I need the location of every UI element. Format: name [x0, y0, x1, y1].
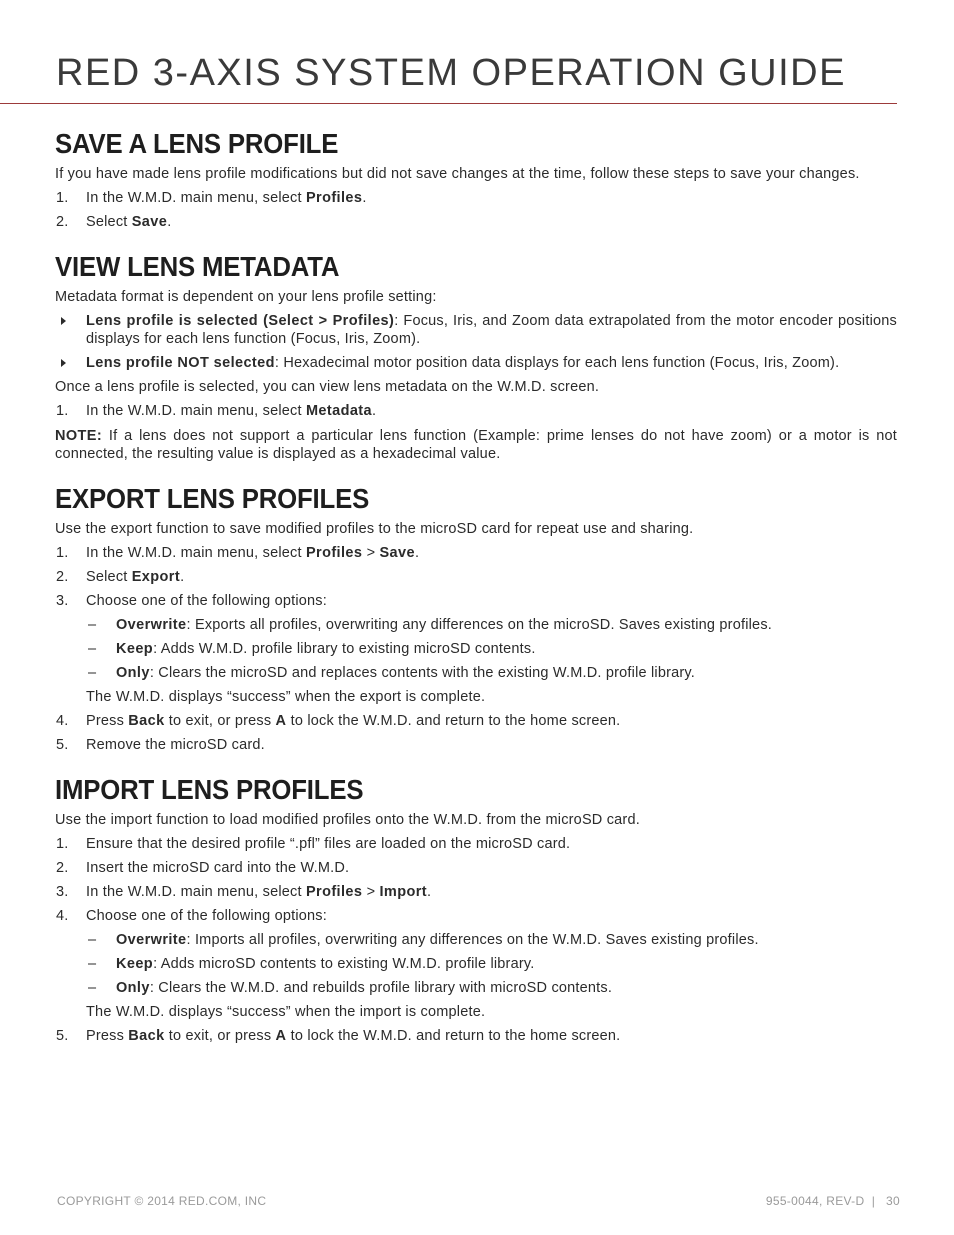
step-item: 5. Remove the microSD card. [56, 737, 265, 753]
step-item: 3. Choose one of the following options: [56, 593, 327, 609]
steps-list [55, 712, 897, 754]
section-intro: Use the export function to save modified profiles to the microSD card for repeat use and sharing. [55, 521, 694, 537]
footer-separator: | [871, 1194, 876, 1208]
section-intro: If you have made lens profile modifications but did not save changes at the time, follow these steps to save your changes. [55, 166, 860, 182]
caret-right-icon [61, 359, 66, 367]
bullet-item: Lens profile NOT selected: Hexadecimal motor position data displays for each lens function (Focus, Iris, Zoom). [55, 354, 897, 372]
step-item: 2. Insert the microSD card into the W.M.D. [56, 860, 350, 876]
caret-right-icon [61, 317, 66, 325]
section-heading: EXPORT LENS PROFILES [55, 483, 370, 514]
section-intro: Use the import function to load modified profiles onto the W.M.D. from the microSD card. [55, 812, 640, 828]
section-intro: Metadata format is dependent on your lens profile setting: [55, 289, 437, 305]
step-item: 1. In the W.M.D. main menu, select Profiles > Save. [56, 545, 420, 561]
steps-list [55, 835, 897, 925]
option-item: – Overwrite: Exports all profiles, overwriting any differences on the microSD. Saves existing profiles. [88, 617, 772, 633]
steps-list [55, 189, 897, 231]
options-list [55, 616, 897, 682]
steps-list [55, 544, 897, 610]
step-item: 1. In the W.M.D. main menu, select Profiles. [56, 190, 367, 206]
footer-page-info [766, 1194, 900, 1208]
footer-page-number: 30 [886, 1194, 900, 1208]
steps-list [55, 402, 897, 420]
footer-copyright: COPYRIGHT © 2014 RED.COM, INC [57, 1194, 267, 1208]
section-heading: IMPORT LENS PROFILES [55, 774, 364, 805]
section-heading: SAVE A LENS PROFILE [55, 128, 339, 159]
option-item: – Only: Clears the microSD and replaces contents with the existing W.M.D. profile library. [88, 665, 696, 681]
footer-doc-id: 955-0044, REV-D [765, 1194, 865, 1208]
step-item: 4. Choose one of the following options: [56, 908, 327, 924]
paragraph: Once a lens profile is selected, you can view lens metadata on the W.M.D. screen. [55, 379, 600, 395]
note-paragraph: NOTE: If a lens does not support a particular lens function (Example: prime lenses do not have zoom) or a motor is not connected, the resulting value is displayed as a hexadecimal value. [55, 428, 897, 462]
step-item: 4. Press Back to exit, or press A to lock the W.M.D. and return to the home screen. [56, 713, 621, 729]
steps-list [55, 1027, 897, 1045]
option-item: – Only: Clears the W.M.D. and rebuilds profile library with microSD contents. [88, 980, 613, 996]
step-item: 2. Select Save. [56, 214, 172, 230]
step-item: 3. In the W.M.D. main menu, select Profiles > Import. [56, 884, 432, 900]
section-save-lens-profile [55, 126, 897, 231]
option-item: – Overwrite: Imports all profiles, overwriting any differences on the W.M.D. Saves existing profiles. [88, 932, 759, 948]
option-item: – Keep: Adds microSD contents to existing W.M.D. profile library. [88, 956, 535, 972]
options-list [55, 931, 897, 997]
section-heading: VIEW LENS METADATA [55, 251, 340, 282]
section-export-lens-profiles [55, 481, 897, 754]
result-text: The W.M.D. displays “success” when the export is complete. [86, 689, 486, 705]
bullet-list [55, 312, 897, 372]
option-item: – Keep: Adds W.M.D. profile library to existing microSD contents. [88, 641, 536, 657]
bullet-item: Lens profile is selected (Select > Profiles): Focus, Iris, and Zoom data extrapolated from the motor encoder positions displays for each lens function (Focus, Iris, Zoom). [55, 312, 897, 348]
result-text: The W.M.D. displays “success” when the import is complete. [86, 1004, 486, 1020]
step-item: 2. Select Export. [56, 569, 185, 585]
section-view-lens-metadata [55, 249, 897, 463]
step-item: 5. Press Back to exit, or press A to lock the W.M.D. and return to the home screen. [56, 1028, 621, 1044]
document-title: RED 3-AXIS SYSTEM OPERATION GUIDE [56, 52, 846, 94]
note-label: NOTE: [55, 428, 103, 444]
section-import-lens-profiles [55, 772, 897, 1045]
title-divider [0, 103, 897, 104]
step-item: 1. Ensure that the desired profile “.pfl” files are loaded on the microSD card. [56, 836, 571, 852]
page-content [55, 126, 897, 1045]
step-item: 1. In the W.M.D. main menu, select Metadata. [56, 403, 377, 419]
